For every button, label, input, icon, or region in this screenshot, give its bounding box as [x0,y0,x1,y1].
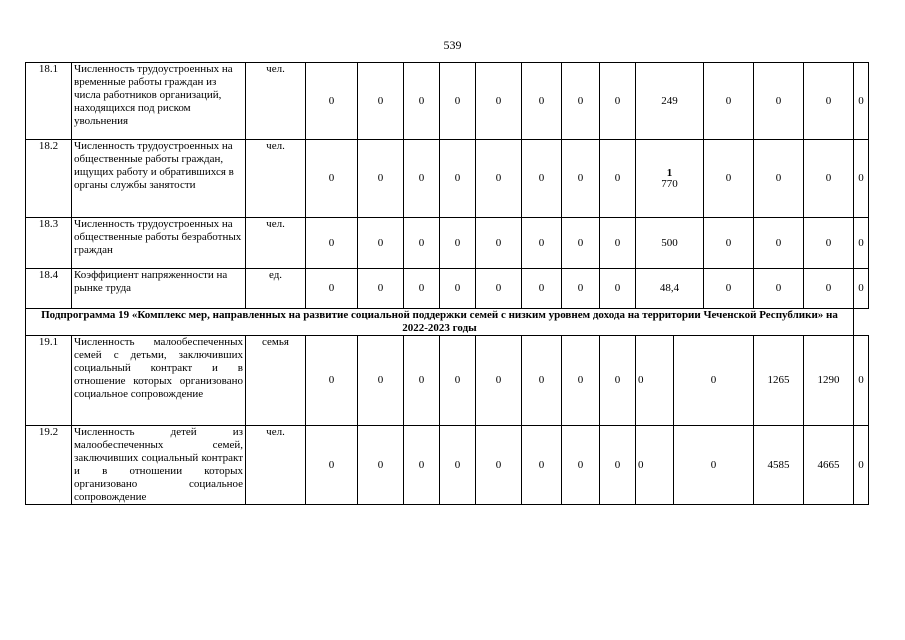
value-cell: 0 [854,63,869,140]
unit-cell: ед. [246,269,306,309]
value-cell: 0 [854,140,869,218]
table-row [26,218,869,269]
value-cell: 0 [674,336,754,426]
value-cell: 0 [674,426,754,505]
indicator-name: Численность малообеспеченных семей с детьми, заключивших социальный контракт и в отношение которых организовано социальное сопровождение [72,336,246,426]
indicator-name: Коэффициент напряженности на рынке труда [72,269,246,309]
value-cell: 0 [600,269,636,309]
value-cell: 0 [804,140,854,218]
value-cell: 1290 [804,336,854,426]
value-cell: 0 [562,269,600,309]
value-cell: 0 [522,63,562,140]
value-cell: 0 [854,269,869,309]
row-number: 18.4 [26,269,72,309]
value-cell-split [636,140,704,218]
value-cell: 4585 [754,426,804,505]
value-cell: 0 [404,426,440,505]
value-cell: 0 [404,140,440,218]
value-cell: 0 [404,218,440,269]
value-cell: 0 [404,63,440,140]
indicators-table [25,62,869,505]
value-cell: 0 [854,426,869,505]
value-cell: 0 [476,269,522,309]
value-cell: 0 [754,218,804,269]
value-cell: 0 [754,63,804,140]
value-cell: 0 [804,269,854,309]
value-cell: 249 [636,63,704,140]
value-cell: 0 [358,63,404,140]
value-cell: 0 [854,336,869,426]
value-cell: 0 [804,63,854,140]
value-cell: 1265 [754,336,804,426]
value-cell: 0 [404,336,440,426]
value-cell: 0 [522,336,562,426]
value-cell: 0 [522,269,562,309]
value-cell: 0 [562,426,600,505]
indicator-name: Численность трудоустроенных на временные работы граждан из числа работников организаций, находящихся под риском увольнения [72,63,246,140]
value-cell: 0 [476,140,522,218]
value-cell: 4665 [804,426,854,505]
value-cell: 0 [476,63,522,140]
value-cell: 0 [562,140,600,218]
value-cell: 0 [522,426,562,505]
value-cell: 0 [306,218,358,269]
row-number: 19.2 [26,426,72,505]
value-cell: 0 [562,218,600,269]
value-cell: 48,4 [636,269,704,309]
value-cell: 0 [522,140,562,218]
value-cell: 0 [704,269,754,309]
row-number: 18.1 [26,63,72,140]
value-cell: 0 [358,269,404,309]
value-cell: 0 [562,63,600,140]
row-number: 19.1 [26,336,72,426]
value-cell: 0 [754,140,804,218]
value-cell: 0 [306,336,358,426]
indicator-name: Численность трудоустроенных на общественные работы безработных граждан [72,218,246,269]
value-cell: 0 [704,63,754,140]
value-cell: 0 [358,336,404,426]
unit-cell: семья [246,336,306,426]
value-cell: 0 [522,218,562,269]
value-cell: 0 [804,218,854,269]
value-cell: 0 [440,63,476,140]
unit-cell: чел. [246,140,306,218]
unit-cell: чел. [246,63,306,140]
value-cell: 0 [600,63,636,140]
value-cell: 0 [600,426,636,505]
subprogram-heading-row [26,309,869,336]
table-row [26,336,869,426]
page-number: 539 [443,38,462,52]
value-cell: 500 [636,218,704,269]
value-cell: 0 [600,218,636,269]
value-cell: 0 [600,140,636,218]
value-cell: 0 [358,140,404,218]
value-cell: 0 [358,426,404,505]
value-cell: 0 [754,269,804,309]
table-row [26,269,869,309]
row-number: 18.3 [26,218,72,269]
subprogram-heading: Подпрограмма 19 «Комплекс мер, направленных на развитие социальной поддержки семей с низким уровнем дохода на территории Чеченской Республики» на 2022-2023 годы [26,309,854,336]
value-cell: 0 [600,336,636,426]
value-cell: 0 [476,336,522,426]
table-row [26,140,869,218]
table-row [26,63,869,140]
value-cell: 0 [440,218,476,269]
table-row [26,426,869,505]
unit-cell: чел. [246,218,306,269]
value-cell: 0 [440,269,476,309]
value-cell: 0 [440,140,476,218]
value-part-top: 1 [666,166,673,179]
value-cell: 0 [306,140,358,218]
indicator-name: Численность трудоустроенных на общественные работы граждан, ищущих работу и обратившихся в органы службы занятости [72,140,246,218]
value-cell: 0 [476,426,522,505]
value-cell: 0 [404,269,440,309]
value-cell: 0 [306,426,358,505]
value-part-bottom: 770 [661,177,678,190]
value-cell: 0 [440,336,476,426]
value-cell: 0 [704,218,754,269]
value-cell: 0 [704,140,754,218]
value-cell: 0 [854,218,869,269]
indicator-name: Численность детей из малообеспеченных семей, заключивших социальный контракт и в отношении которых организовано социальное сопровождение [72,426,246,505]
value-cell: 0 [562,336,600,426]
value-cell: 0 [306,63,358,140]
value-cell: 0 [476,218,522,269]
value-cell: 0 [636,336,674,426]
unit-cell: чел. [246,426,306,505]
value-cell: 0 [306,269,358,309]
value-cell: 0 [440,426,476,505]
value-cell: 0 [358,218,404,269]
row-number: 18.2 [26,140,72,218]
value-cell: 0 [636,426,674,505]
